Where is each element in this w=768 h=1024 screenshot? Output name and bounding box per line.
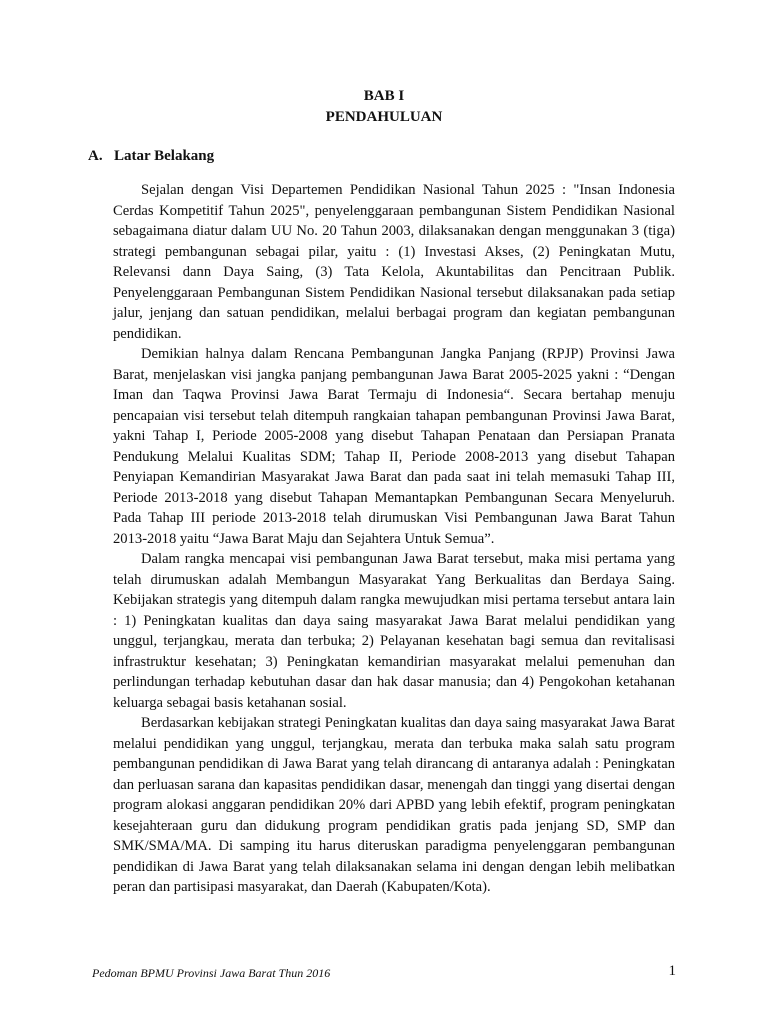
body-text — [113, 180, 675, 898]
chapter-title: PENDAHULUAN — [325, 109, 443, 125]
section-letter: A. — [88, 148, 103, 164]
paragraph: Demikian halnya dalam Rencana Pembangunan Jangka Panjang (RPJP) Provinsi Jawa Barat, menjelaskan visi jangka panjang pembangunan Jawa Barat 2005-2025 yakni : “Dengan Iman dan Taqwa Provinsi Jawa Barat Termaju di Indonesia“. Secara bertahap menuju pencapaian visi tersebut telah ditempuh rangkaian tahapan pembangunan Provinsi Jawa Barat, yakni Tahap I, Periode 2005-2008 yang disebut Tahapan Penataan dan Persiapan Pranata Pendukung Melalui Kualitas SDM; Tahap II, Periode 2008-2013 yang disebut Tahapan Penyiapan Kemandirian Masyarakat Jawa Barat dan pada saat ini telah memasuki Tahap III, Periode 2013-2018 yang disebut Tahapan Memantapkan Pembangunan Secara Menyeluruh. Pada Tahap III periode 2013-2018 telah dirumuskan Visi Pembangunan Jawa Barat Tahun 2013-2018 yaitu “Jawa Barat Maju dan Sejahtera Untuk Semua”. — [113, 346, 675, 547]
paragraph: Sejalan dengan Visi Departemen Pendidikan Nasional Tahun 2025 : "Insan Indonesia Cerdas Kompetitif Tahun 2025", penyelenggaraan pembangunan Sistem Pendidikan Nasional sebagaimana diatur dalam UU No. 20 Tahun 2003, dilaksanakan dengan menggunakan 3 (tiga) strategi pembangunan sebagai pilar, yaitu : (1) Investasi Akses, (2) Peningkatan Mutu, Relevansi dann Daya Saing, (3) Tata Kelola, Akuntabilitas dan Pencitraan Publik. Penyelenggaraan Pembangunan Sistem Pendidikan Nasional tersebut dilaksanakan pada setiap jalur, jenjang dan satuan pendidikan, melalui berbagai program dan kegiatan pembangunan pendidikan. — [113, 182, 675, 342]
paragraph: Berdasarkan kebijakan strategi Peningkatan kualitas dan daya saing masyarakat Jawa Barat melalui pendidikan yang unggul, terjangkau, merata dan terbuka maka salah satu program pembangunan pendidikan di Jawa Barat yang telah dirancang di antaranya adalah : Peningkatan dan perluasan sarana dan kapasitas pendidikan dasar, menengah dan tinggi yang disertai dengan program alokasi anggaran pendidikan 20% dari APBD yang lebih efektif, program peningkatan kesejahteraan guru dan didukung program pendidikan gratis pada jenjang SD, SMP dan SMK/SMA/MA. Di samping itu harus diteruskan paradigma penyelenggaran pembangunan pendidikan di Jawa Barat yang telah dilaksanakan selama ini dengan dengan lebih melibatkan peran dan partisipasi masyarakat, dan Daerah (Kabupaten/Kota). — [113, 715, 675, 895]
footer-text: Pedoman BPMU Provinsi Jawa Barat Thun 2016 — [92, 966, 331, 980]
section-title: Latar Belakang — [114, 148, 215, 164]
section-heading — [88, 146, 214, 166]
chapter-number: BAB I — [363, 88, 405, 104]
page-number: 1 — [668, 963, 676, 979]
paragraph: Dalam rangka mencapai visi pembangunan Jawa Barat tersebut, maka misi pertama yang telah dirumuskan adalah Membangun Masyarakat Yang Berkualitas dan Berdaya Saing. Kebijakan strategis yang ditempuh dalam rangka mewujudkan misi pertama tersebut antara lain : 1) Peningkatan kualitas dan daya saing masyarakat Jawa Barat melalui pendidikan yang unggul, terjangkau, merata dan terbuka; 2) Pelayanan kesehatan bagi semua dan revitalisasi infrastruktur kesehatan; 3) Peningkatan kemandirian masyarakat melalui pemenuhan dan perlindungan terhadap kebutuhan dasar dan hak dasar manusia; dan 4) Pengokohan ketahanan keluarga sebagai basis ketahanan sosial. — [113, 551, 675, 711]
